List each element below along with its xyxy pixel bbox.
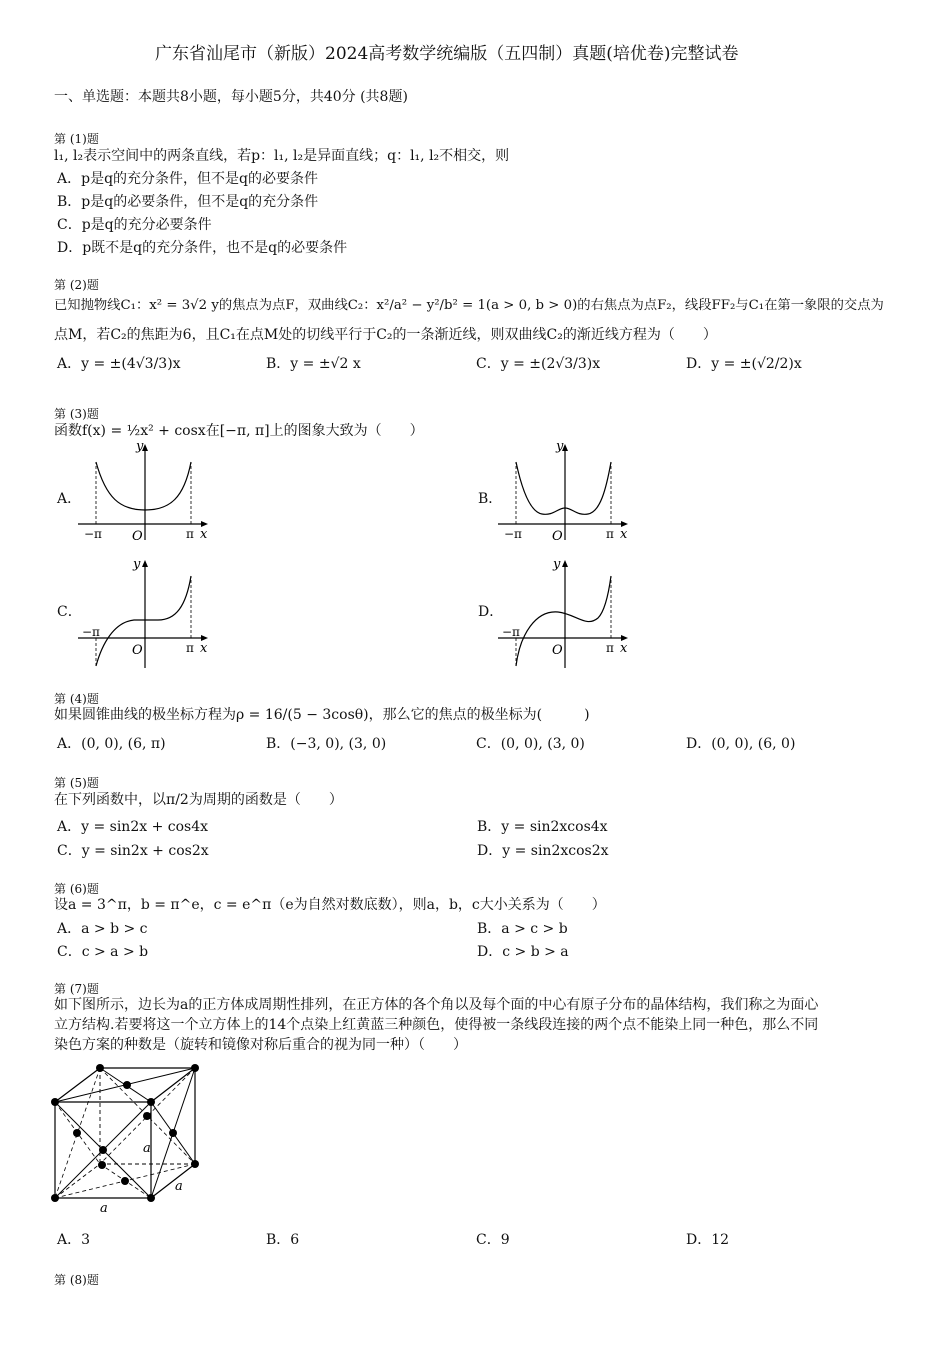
graph-a-y-label: y: [136, 440, 144, 454]
question-2-header: 第 (2)题: [54, 278, 99, 292]
question-6-option-d[interactable]: D．c > b > a: [477, 944, 569, 960]
question-1-option-b[interactable]: B．p是q的必要条件，但不是q的充分条件: [57, 194, 319, 210]
graph-a-neg-pi-label: −π: [84, 527, 102, 541]
question-5-header: 第 (5)题: [54, 776, 99, 790]
graph-c-origin-label: O: [132, 643, 143, 658]
question-3-stem: 函数f(x) = ½x² + cosx在[−π, π]上的图象大致为（ ）: [54, 423, 424, 439]
graph-c: [78, 556, 213, 671]
question-4-stem: 如果圆锥曲线的极坐标方程为ρ = 16/(5 − 3cosθ)，那么它的焦点的极坐标为( ): [54, 707, 590, 723]
graph-b-origin-label: O: [552, 529, 563, 544]
graph-c-neg-pi-label: −π: [82, 625, 100, 639]
question-7-option-b[interactable]: B．6: [266, 1232, 300, 1248]
question-5-stem: 在下列函数中，以π/2为周期的函数是（ ）: [54, 792, 343, 808]
question-2-option-d[interactable]: D．y = ±(√2/2)x: [686, 356, 802, 372]
question-5-option-a[interactable]: A．y = sin2x + cos4x: [57, 819, 209, 835]
cube-edge-label-depth: a: [175, 1179, 183, 1194]
fcc-cube-diagram: [45, 1060, 220, 1215]
section-heading: 一、单选题：本题共8小题，每小题5分，共40分 (共8题): [54, 89, 408, 105]
question-6-option-c[interactable]: C．c > a > b: [57, 944, 149, 960]
question-6-stem: 设a = 3^π，b = π^e，c = e^π（e为自然对数底数），则a，b，c大小关系为（ ）: [54, 897, 606, 913]
graph-c-y-label: y: [133, 557, 141, 572]
question-1-option-a[interactable]: A．p是q的充分条件，但不是q的必要条件: [57, 171, 318, 187]
question-6-option-a[interactable]: A．a > b > c: [57, 921, 148, 937]
graph-c-pi-label: π: [186, 641, 194, 655]
graph-b-pi-label: π: [606, 527, 614, 541]
graph-d-neg-pi-label: −π: [502, 625, 520, 639]
question-4-header: 第 (4)题: [54, 692, 99, 706]
question-1-option-c[interactable]: C．p是q的充分必要条件: [57, 217, 212, 233]
graph-b-neg-pi-label: −π: [504, 527, 522, 541]
graph-b-x-label: x: [620, 527, 628, 542]
question-2-stem-line1: 已知抛物线C₁：x² = 3√2 y的焦点为点F，双曲线C₂：x²/a² − y²/b² = 1(a > 0, b > 0)的右焦点为点F₂，线段FF₂与C₁在第一象限的交点为: [54, 298, 884, 313]
question-4-option-b[interactable]: B．(−3, 0), (3, 0): [266, 736, 387, 752]
question-4-option-a[interactable]: A．(0, 0), (6, π): [57, 736, 166, 752]
question-5-option-c[interactable]: C．y = sin2x + cos2x: [57, 843, 209, 859]
question-5-option-d[interactable]: D．y = sin2xcos2x: [477, 843, 609, 859]
question-7-option-a[interactable]: A．3: [57, 1232, 91, 1248]
graph-a-origin-label: O: [132, 529, 143, 544]
question-2-option-a[interactable]: A．y = ±(4√3/3)x: [57, 356, 181, 372]
question-3-option-d[interactable]: D．: [478, 604, 504, 620]
question-7-option-d[interactable]: D．12: [686, 1232, 730, 1248]
question-7-header: 第 (7)题: [54, 982, 99, 996]
question-7-stem-line3: 染色方案的种数是（旋转和镜像对称后重合的视为同一种）（ ）: [54, 1037, 467, 1053]
cube-edge-label-vertical: a: [143, 1141, 151, 1156]
question-4-option-c[interactable]: C．(0, 0), (3, 0): [476, 736, 585, 752]
question-7-option-c[interactable]: C．9: [476, 1232, 510, 1248]
question-6-option-b[interactable]: B．a > c > b: [477, 921, 568, 937]
question-2-option-b[interactable]: B．y = ±√2 x: [266, 356, 361, 372]
graph-d-x-label: x: [620, 641, 628, 656]
question-3-header: 第 (3)题: [54, 407, 99, 421]
cube-edge-label-bottom: a: [100, 1201, 108, 1215]
graph-d-y-label: y: [553, 557, 561, 572]
question-6-header: 第 (6)题: [54, 882, 99, 896]
question-3-option-c[interactable]: C．: [57, 604, 82, 620]
question-1-option-d[interactable]: D．p既不是q的充分条件，也不是q的必要条件: [57, 240, 348, 256]
graph-b: [498, 440, 633, 545]
graph-d: [498, 556, 633, 671]
page-title: 广东省汕尾市（新版）2024高考数学统编版（五四制）真题(培优卷)完整试卷: [155, 44, 739, 64]
question-3-option-b[interactable]: B．: [478, 491, 503, 507]
graph-a-pi-label: π: [186, 527, 194, 541]
question-5-option-b[interactable]: B．y = sin2xcos4x: [477, 819, 608, 835]
graph-c-x-label: x: [200, 641, 208, 656]
graph-b-y-label: y: [556, 440, 564, 454]
question-7-stem-line1: 如下图所示，边长为a的正方体成周期性排列，在正方体的各个角以及每个面的中心有原子分布的晶体结构，我们称之为面心: [54, 997, 819, 1013]
question-4-option-d[interactable]: D．(0, 0), (6, 0): [686, 736, 796, 752]
graph-d-pi-label: π: [606, 641, 614, 655]
question-3-option-a[interactable]: A．: [57, 491, 82, 507]
graph-d-origin-label: O: [552, 643, 563, 658]
graph-a: [78, 440, 213, 545]
question-7-stem-line2: 立方结构.若要将这一个立方体上的14个点染上红黄蓝三种颜色，使得被一条线段连接的两个点不能染上同一种色，那么不同: [54, 1017, 819, 1033]
question-2-stem-line2: 点M，若C₂的焦距为6，且C₁在点M处的切线平行于C₂的一条渐近线，则双曲线C₂的渐近线方程为（ ）: [54, 327, 717, 343]
question-8-header: 第 (8)题: [54, 1273, 99, 1287]
graph-a-x-label: x: [200, 527, 208, 542]
question-2-option-c[interactable]: C．y = ±(2√3/3)x: [476, 356, 601, 372]
question-1-stem: l₁, l₂表示空间中的两条直线，若p：l₁, l₂是异面直线；q：l₁, l₂不相交，则: [54, 148, 510, 164]
question-1-header: 第 (1)题: [54, 132, 99, 146]
